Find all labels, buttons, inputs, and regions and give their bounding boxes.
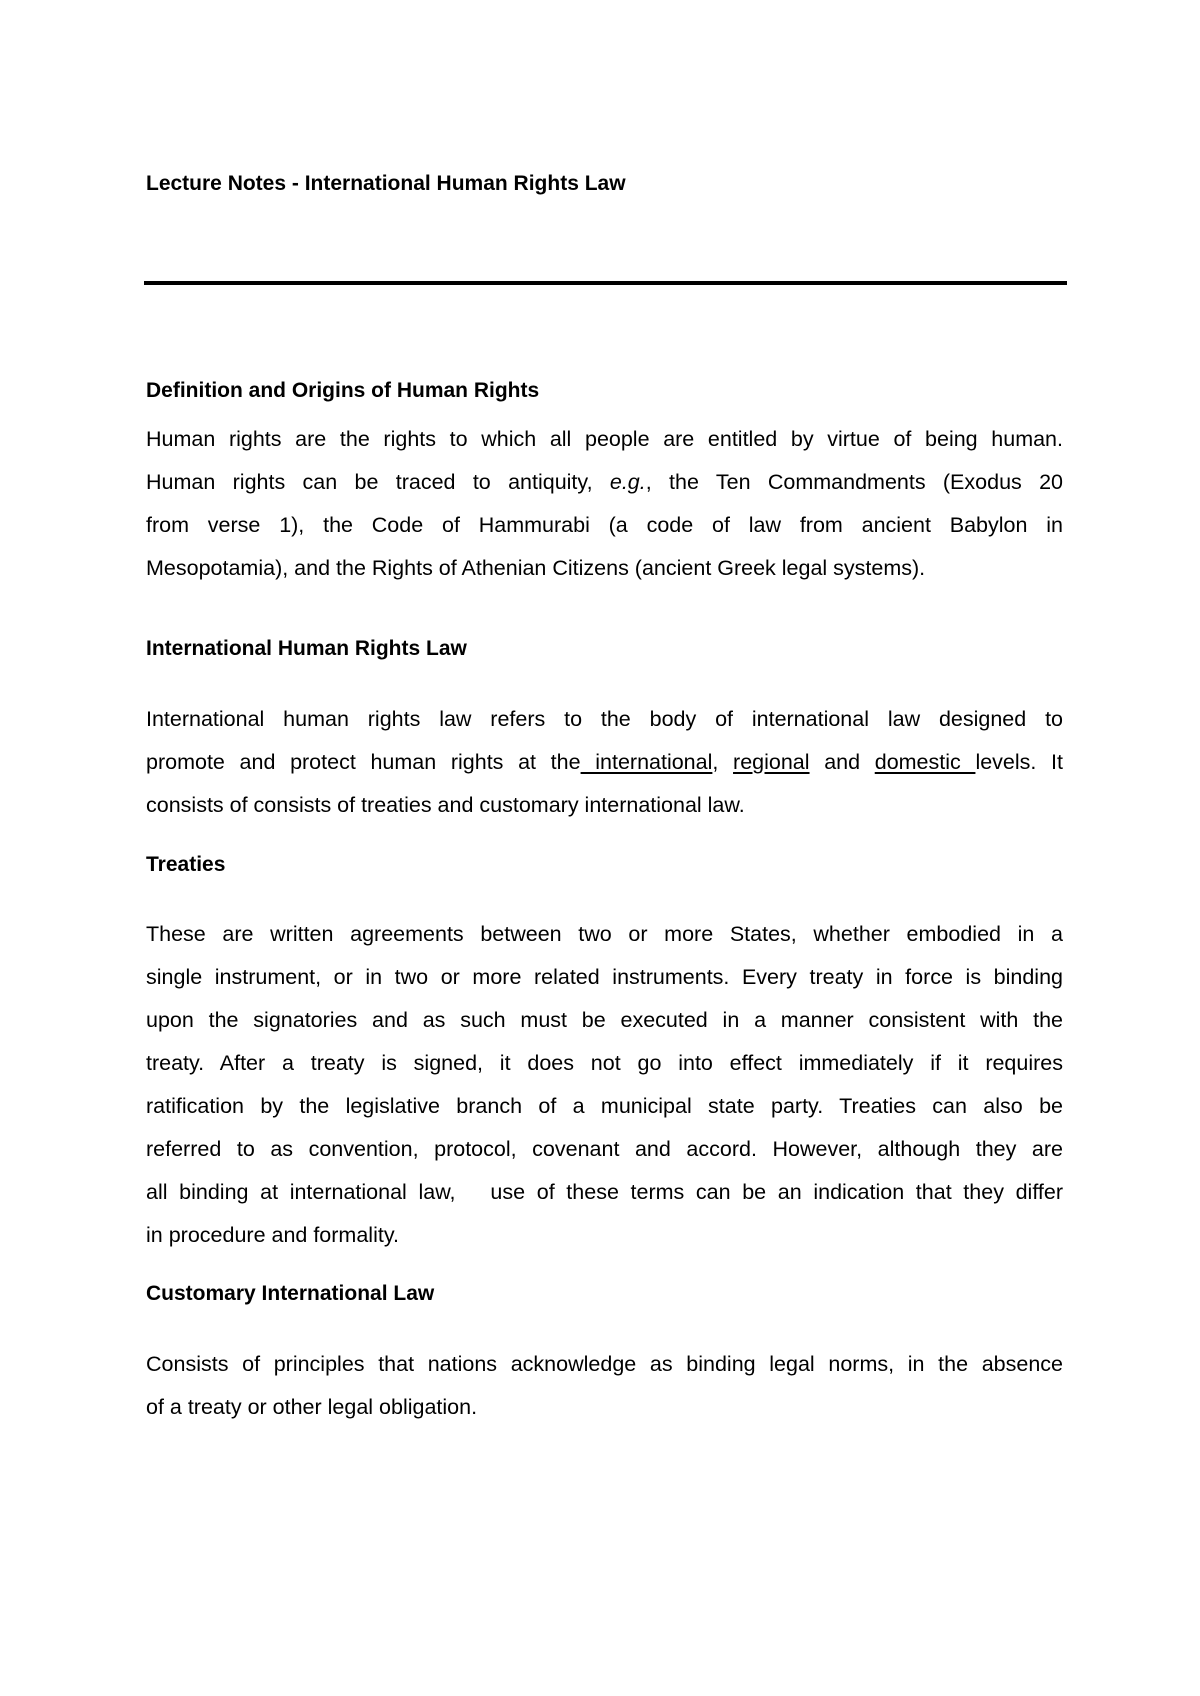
underlined-term-domestic: domestic bbox=[874, 750, 976, 774]
paragraph-line: from verse 1), the Code of Hammurabi (a code of law from ancient Babylon in bbox=[146, 513, 1063, 537]
underlined-term-international: international bbox=[580, 750, 713, 774]
italic-abbreviation: e.g. bbox=[609, 470, 646, 494]
document-title: Lecture Notes - International Human Rights Law bbox=[146, 172, 626, 195]
underlined-term-regional: regional bbox=[733, 750, 810, 774]
paragraph-line: consists of consists of treaties and customary international law. bbox=[146, 793, 745, 817]
paragraph-line: upon the signatories and as such must be executed in a manner consistent with the bbox=[146, 1008, 1063, 1032]
paragraph-line: Mesopotamia), and the Rights of Athenian Citizens (ancient Greek legal systems). bbox=[146, 556, 926, 580]
paragraph-line: These are written agreements between two or more States, whether embodied in a bbox=[146, 922, 1063, 946]
section-paragraph-customary bbox=[146, 1343, 1063, 1429]
section-heading-ihrl: International Human Rights Law bbox=[146, 637, 467, 660]
paragraph-line: Human rights can be traced to antiquity, e.g., the Ten Commandments (Exodus 20 bbox=[146, 470, 1064, 494]
title-divider bbox=[144, 281, 1067, 285]
paragraph-line: all binding at international law, use of these terms can be an indication that they differ bbox=[146, 1180, 1063, 1204]
section-paragraph-ihrl bbox=[146, 698, 1063, 827]
paragraph-line: Human rights are the rights to which all people are entitled by virtue of being human. bbox=[146, 427, 1063, 451]
paragraph-line: referred to as convention, protocol, covenant and accord. However, although they are bbox=[146, 1137, 1063, 1161]
paragraph-line: International human rights law refers to the body of international law designed to bbox=[146, 707, 1063, 731]
paragraph-line: of a treaty or other legal obligation. bbox=[146, 1395, 478, 1419]
paragraph-line: Consists of principles that nations acknowledge as binding legal norms, in the absence bbox=[146, 1352, 1063, 1376]
paragraph-line: in procedure and formality. bbox=[146, 1223, 399, 1247]
section-heading-definition: Definition and Origins of Human Rights bbox=[146, 379, 540, 402]
section-paragraph-treaties bbox=[146, 913, 1063, 1257]
section-paragraph-definition bbox=[146, 418, 1063, 590]
paragraph-line: promote and protect human rights at the international, regional and domestic levels. It bbox=[146, 750, 1063, 774]
section-heading-customary: Customary International Law bbox=[146, 1282, 435, 1305]
paragraph-line: single instrument, or in two or more related instruments. Every treaty in force is binding bbox=[146, 965, 1063, 989]
paragraph-line: treaty. After a treaty is signed, it does not go into effect immediately if it requires bbox=[146, 1051, 1063, 1075]
section-heading-treaties: Treaties bbox=[146, 853, 226, 876]
paragraph-line: ratification by the legislative branch of a municipal state party. Treaties can also be bbox=[146, 1094, 1063, 1118]
